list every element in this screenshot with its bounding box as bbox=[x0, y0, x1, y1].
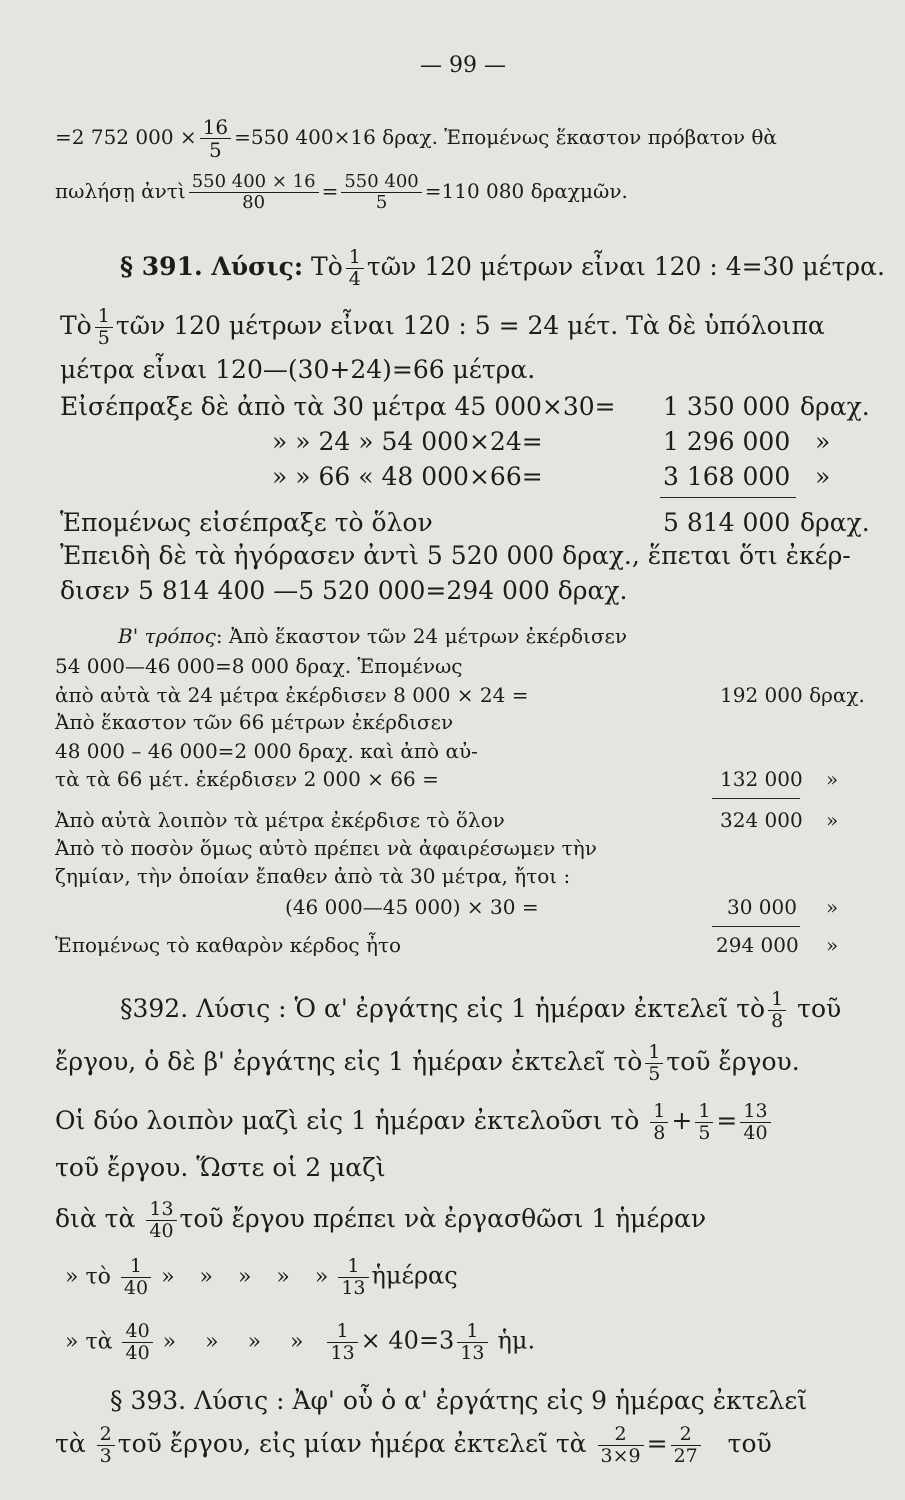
s392-line-3 bbox=[55, 1102, 774, 1143]
s392-line-5 bbox=[55, 1200, 706, 1241]
text: §392. Λύσις : Ὁ α' ἐργάτης εἰς 1 ἡμέραν ἐκτελεῖ τὸ bbox=[120, 994, 766, 1023]
s393-line-1: § 393. Λύσις : Ἀφ' οὗ ὁ α' ἐργάτης εἰς 9 ἡμέρας ἐκτελεῖ bbox=[110, 1386, 808, 1415]
s391-row-3-amount: 3 168 000 bbox=[663, 462, 791, 491]
fraction: $\frac{2}{3}$ bbox=[97, 1425, 115, 1466]
text: » τὰ bbox=[65, 1329, 113, 1355]
text: : Ἀπὸ ἕκαστον τῶν 24 μέτρων ἐκέρδισεν bbox=[215, 624, 628, 648]
fraction: $\frac{550 400 \times 16}{80}$ bbox=[189, 173, 319, 212]
text: διὰ τὰ bbox=[55, 1204, 136, 1233]
fraction: $\frac{40}{40}$ bbox=[122, 1322, 152, 1363]
prev-line-2 bbox=[55, 173, 628, 212]
s392-line-2 bbox=[55, 1043, 800, 1084]
s391-row-1-unit: δραχ. bbox=[800, 392, 870, 421]
s391-row-2: » » 24 » 54 000×24= bbox=[272, 427, 543, 456]
s391-row-1-amount: 1 350 000 bbox=[663, 392, 791, 421]
methodb-line-10-amount: 30 000 bbox=[727, 895, 797, 919]
text: » τὸ bbox=[65, 1264, 111, 1290]
methodb-line-8: Ἀπὸ τὸ ποσὸν ὅμως αὐτὸ πρέπει νὰ ἀφαιρέσωμεν τὴν bbox=[55, 836, 597, 860]
methodb-line-3-amount: 192 000 δραχ. bbox=[720, 683, 865, 707]
text: τοῦ ἔργου. bbox=[666, 1047, 800, 1076]
methodb-line-6-amount: 132 000 bbox=[720, 767, 803, 791]
methodb-line-7-amount: 324 000 bbox=[720, 808, 803, 832]
fraction: $\frac{2}{3\times 9}$ bbox=[598, 1425, 644, 1466]
s391-line-2 bbox=[60, 307, 825, 348]
fraction: $\frac{1}{5}$ bbox=[95, 307, 113, 348]
sum-rule bbox=[712, 798, 800, 799]
methodb-line-4: Ἀπὸ ἕκαστον τῶν 66 μέτρων ἐκέρδισεν bbox=[55, 710, 454, 734]
s391-total-amount: 5 814 000 bbox=[663, 508, 791, 537]
text: τοῦ bbox=[797, 994, 842, 1023]
section-heading: § 391. Λύσις: bbox=[120, 252, 304, 281]
fraction: $\frac{1}{13}$ bbox=[457, 1322, 487, 1363]
s392-line-7 bbox=[65, 1322, 535, 1363]
s391-row-2-unit: » bbox=[815, 427, 831, 456]
prev-line-1 bbox=[55, 117, 777, 160]
methodb-line-10: (46 000—45 000) × 30 = bbox=[285, 895, 539, 919]
fraction: $\frac{550 400}{5}$ bbox=[341, 173, 421, 212]
text: τοῦ ἔργου, εἰς μίαν ἡμέρα ἐκτελεῖ τὰ bbox=[117, 1429, 587, 1458]
sum-rule bbox=[712, 926, 800, 927]
s391-line-3: μέτρα εἶναι 120—(30+24)=66 μέτρα. bbox=[60, 355, 536, 384]
text: » » » » bbox=[162, 1329, 304, 1355]
fraction: $\frac{16}{5}$ bbox=[200, 117, 231, 160]
text: ἔργου, ὁ δὲ β' ἐργάτης εἰς 1 ἡμέραν ἐκτελεῖ τὸ bbox=[55, 1047, 643, 1076]
s391-row-1: Εἰσέπραξε δὲ ἀπὸ τὰ 30 μέτρα 45 000×30= bbox=[60, 392, 616, 421]
text: τῶν 120 μέτρων εἶναι 120 : 4=30 μέτρα. bbox=[366, 252, 885, 281]
s392-line-1 bbox=[120, 990, 841, 1031]
fraction: $\frac{1}{4}$ bbox=[346, 248, 364, 289]
s391-row-3-unit: » bbox=[815, 462, 831, 491]
method-label: Β' τρόπος bbox=[118, 624, 216, 648]
sum-rule bbox=[660, 497, 796, 498]
fraction: $\frac{1}{8}$ bbox=[650, 1102, 668, 1143]
text: τὰ bbox=[55, 1429, 86, 1458]
s393-line-2 bbox=[55, 1425, 772, 1466]
methodb-line-11: Ἑπομένως τὸ καθαρὸν κέρδος ἦτο bbox=[55, 933, 402, 957]
text: × 40=3 bbox=[360, 1326, 455, 1355]
text: » » » » » bbox=[161, 1264, 329, 1290]
s391-total-label: Ἑπομένως εἰσέπραξε τὸ ὅλον bbox=[60, 508, 433, 537]
methodb-line-11-amount: 294 000 bbox=[716, 933, 799, 957]
fraction: $\frac{1}{5}$ bbox=[695, 1102, 713, 1143]
fraction: $\frac{13}{40}$ bbox=[740, 1102, 770, 1143]
s391-line-7b: δισεν 5 814 400 —5 520 000=294 000 δραχ. bbox=[60, 576, 628, 605]
s391-row-2-amount: 1 296 000 bbox=[663, 427, 791, 456]
text: + bbox=[671, 1106, 693, 1135]
text: τῶν 120 μέτρων εἶναι 120 : 5 = 24 μέτ. Τὰ δὲ ὑπόλοιπα bbox=[115, 311, 825, 340]
methodb-line-1 bbox=[118, 626, 627, 646]
methodb-line-5: 48 000 – 46 000=2 000 δραχ. καὶ ἀπὸ αὐ- bbox=[55, 739, 478, 763]
methodb-line-6: τὰ τὰ 66 μέτ. ἐκέρδισεν 2 000 × 66 = bbox=[55, 767, 439, 791]
fraction: $\frac{1}{8}$ bbox=[768, 990, 786, 1031]
fraction: $\frac{1}{13}$ bbox=[338, 1257, 368, 1298]
text: τοῦ bbox=[727, 1429, 772, 1458]
methodb-line-7-unit: » bbox=[826, 808, 839, 832]
s391-row-3: » » 66 « 48 000×66= bbox=[272, 462, 543, 491]
fraction: $\frac{1}{40}$ bbox=[121, 1257, 151, 1298]
text: =2 752 000 × bbox=[55, 125, 197, 149]
s392-line-4: τοῦ ἔργου. Ὥστε οἱ 2 μαζὶ bbox=[55, 1153, 386, 1182]
text: = bbox=[321, 179, 339, 203]
s391-total-unit: δραχ. bbox=[800, 508, 870, 537]
text: =110 080 δραχμῶν. bbox=[424, 179, 628, 203]
text: τοῦ ἔργου πρέπει νὰ ἐργασθῶσι 1 ἡμέραν bbox=[179, 1204, 707, 1233]
s391-line-7a: Ἐπειδὴ δὲ τὰ ἠγόρασεν ἀντὶ 5 520 000 δραχ., ἕπεται ὅτι ἐκέρ- bbox=[60, 541, 851, 570]
methodb-line-9: ζημίαν, τὴν ὁποίαν ἔπαθεν ἀπὸ τὰ 30 μέτρα, ἤτοι : bbox=[55, 864, 571, 888]
fraction: $\frac{13}{40}$ bbox=[146, 1200, 176, 1241]
s391-line-1 bbox=[120, 248, 885, 289]
methodb-line-10-unit: » bbox=[826, 895, 839, 919]
text: ἡμέρας bbox=[371, 1261, 458, 1290]
fraction: $\frac{1}{5}$ bbox=[645, 1043, 663, 1084]
text: =550 400×16 δραχ. Ἑπομένως ἕκαστον πρόβατον θὰ bbox=[234, 125, 777, 149]
page-number: — 99 — bbox=[420, 53, 506, 78]
methodb-line-3: ἀπὸ αὐτὰ τὰ 24 μέτρα ἐκέρδισεν 8 000 × 24 = bbox=[55, 683, 529, 707]
text: πωλήσῃ ἀντὶ bbox=[55, 179, 186, 203]
fraction: $\frac{1}{13}$ bbox=[327, 1322, 357, 1363]
methodb-line-11-unit: » bbox=[826, 933, 839, 957]
s392-line-6 bbox=[65, 1257, 458, 1298]
text: = bbox=[646, 1429, 668, 1458]
fraction: $\frac{2}{27}$ bbox=[671, 1425, 701, 1466]
text: Τὸ bbox=[60, 311, 92, 340]
methodb-line-6-unit: » bbox=[826, 767, 839, 791]
methodb-line-2: 54 000—46 000=8 000 δραχ. Ἑπομένως bbox=[55, 654, 463, 678]
text: ἡμ. bbox=[497, 1326, 536, 1355]
methodb-line-7: Ἀπὸ αὐτὰ λοιπὸν τὰ μέτρα ἐκέρδισε τὸ ὅλον bbox=[55, 808, 505, 832]
text: Τὸ bbox=[311, 252, 343, 281]
text: = bbox=[716, 1106, 738, 1135]
text: Οἱ δύο λοιπὸν μαζὶ εἰς 1 ἡμέραν ἐκτελοῦσι τὸ bbox=[55, 1106, 640, 1135]
